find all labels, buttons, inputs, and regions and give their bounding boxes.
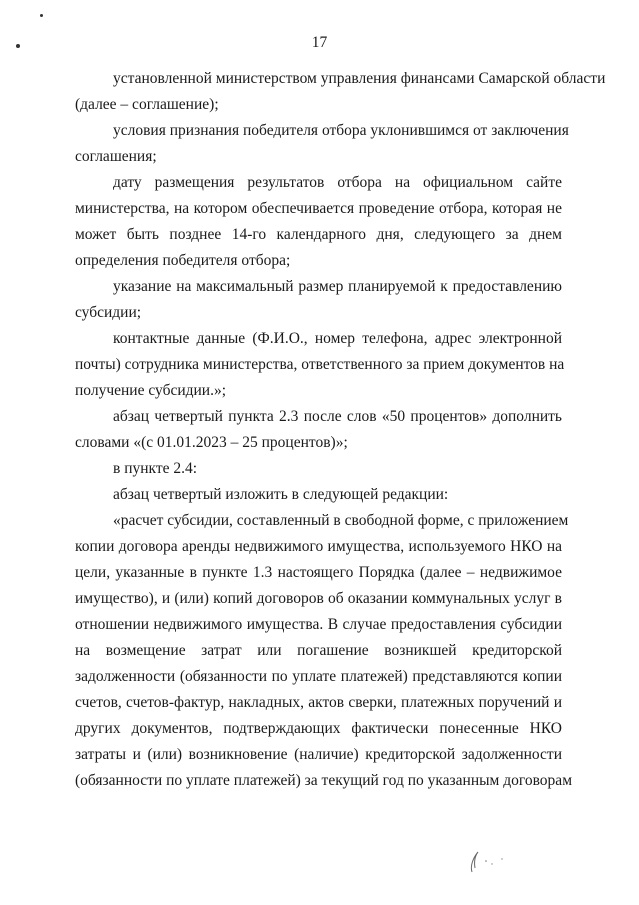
paragraph-line: министерства, на котором обеспечивается проведение отбора, которая не (75, 200, 562, 217)
paragraph-line: указание на максимальный размер планируемой к предоставлению (113, 278, 562, 295)
paragraph-line: словами «(с 01.01.2023 – 25 процентов)»; (75, 434, 348, 451)
paragraph-line: на возмещение затрат или погашение возникшей кредиторской (75, 642, 562, 659)
paragraph-line: цели, указанные в пункте 1.3 настоящего Порядка (далее – недвижимое (75, 564, 562, 581)
paragraph-line: получение субсидии.»; (75, 382, 227, 399)
scan-dot-mark (40, 14, 43, 17)
paragraph-line: условия признания победителя отбора уклонившимся от заключения (113, 122, 569, 139)
paragraph-line: установленной министерством управления финансами Самарской области (113, 70, 606, 87)
paragraph (75, 274, 562, 326)
paragraph-line: абзац четвертый изложить в следующей редакции: (113, 486, 449, 503)
paragraph-line: контактные данные (Ф.И.О., номер телефона, адрес электронной (113, 330, 562, 347)
paragraph-line: может быть позднее 14-го календарного дня, следующего за днем (75, 226, 562, 243)
paragraph-line: определения победителя отбора; (75, 252, 291, 269)
paragraph (75, 508, 572, 794)
paragraph (75, 482, 562, 508)
paragraph-line: субсидии; (75, 304, 142, 321)
initials-mark (462, 846, 508, 876)
paragraph-line: задолженности (обязанности по уплате платежей) представляются копии (75, 668, 562, 685)
paragraph (75, 326, 565, 404)
paragraph (75, 118, 569, 170)
paragraph (75, 456, 562, 482)
paragraph-line: отношении недвижимого имущества. В случае предоставления субсидии (75, 616, 562, 633)
paragraph (75, 66, 606, 118)
paragraph-line: (далее – соглашение); (75, 96, 219, 113)
paragraph-line: копии договора аренды недвижимого имущества, используемого НКО на (75, 538, 562, 555)
paragraph-line: других документов, подтверждающих фактически понесенные НКО (75, 720, 562, 737)
page-number: 17 (311, 34, 328, 51)
paragraph-line: «расчет субсидии, составленный в свободной форме, с приложением (113, 512, 569, 529)
document-body (75, 66, 606, 794)
paragraph-line: абзац четвертый пункта 2.3 после слов «50 процентов» дополнить (113, 408, 562, 425)
paragraph-line: почты) сотрудника министерства, ответственного за прием документов на (75, 356, 565, 373)
paragraph-line: счетов, счетов-фактур, накладных, актов сверки, платежных поручений и (75, 694, 562, 711)
paragraph-line: имущество), и (или) копий договоров об оказании коммунальных услуг в (75, 590, 562, 607)
paragraph-line: затраты и (или) возникновение (наличие) кредиторской задолженности (75, 746, 562, 763)
paragraph (75, 170, 562, 274)
paragraph-line: в пункте 2.4: (113, 460, 198, 477)
paragraph-line: соглашения; (75, 148, 157, 165)
paragraph-line: (обязанности по уплате платежей) за текущий год по указанным договорам (75, 772, 572, 789)
paragraph-line: дату размещения результатов отбора на официальном сайте (113, 174, 562, 191)
paragraph (75, 404, 562, 456)
